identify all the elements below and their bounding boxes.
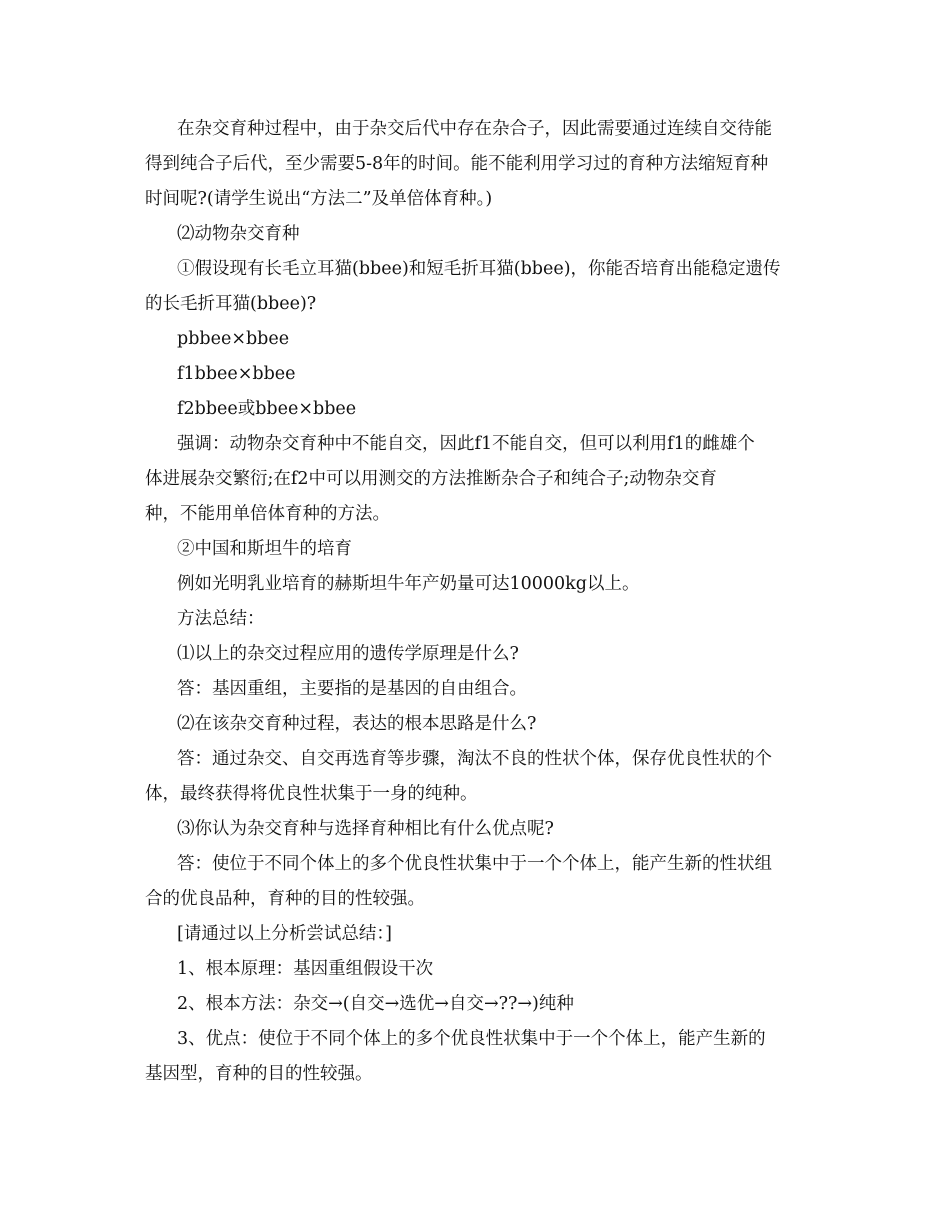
answer-line: 答：基因重组，主要指的是基因的自由组合。: [177, 679, 527, 699]
question-line: ⑴以上的杂交过程应用的遗传学原理是什么?: [177, 644, 519, 664]
section-heading: ⑵动物杂交育种: [177, 224, 300, 244]
cross-formula: f1bbee×bbee: [177, 364, 296, 384]
summary-heading: [请通过以上分析尝试总结：]: [177, 924, 392, 944]
paragraph-line: ①假设现有长毛立耳猫(bbee)和短毛折耳猫(bbee)，你能否培育出能稳定遗传: [177, 259, 781, 279]
cross-formula: f2bbee或bbee×bbee: [177, 399, 357, 419]
answer-line: 合的优良品种，育种的目的性较强。: [145, 889, 425, 909]
cross-formula: pbbee×bbee: [177, 329, 290, 349]
question-line: ⑶你认为杂交育种与选择育种相比有什么优点呢?: [177, 819, 554, 839]
summary-item: 基因型，育种的目的性较强。: [145, 1064, 373, 1084]
answer-line: 答：通过杂交、自交再选育等步骤，淘汰不良的性状个体，保存优良性状的个: [177, 749, 772, 769]
paragraph-line: 体进展杂交繁衍;在f2中可以用测交的方法推断杂合子和纯合子;动物杂交育: [145, 469, 717, 489]
document-body: [145, 112, 810, 1092]
paragraph-line: 在杂交育种过程中，由于杂交后代中存在杂合子，因此需要通过连续自交待能: [177, 119, 772, 139]
paragraph-line: 强调：动物杂交育种中不能自交，因此f1不能自交，但可以利用f1的雌雄个: [177, 434, 755, 454]
paragraph-line: 种，不能用单倍体育种的方法。: [145, 504, 390, 524]
answer-line: 体，最终获得将优良性状集于一身的纯种。: [145, 784, 478, 804]
section-heading: ②中国和斯坦牛的培育: [177, 539, 352, 559]
paragraph-line: 时间呢?(请学生说出“方法二”及单倍体育种。): [145, 189, 493, 209]
summary-item: 3、优点：使位于不同个体上的多个优良性状集中于一个个体上，能产生新的: [177, 1029, 766, 1049]
summary-item: 1、根本原理：基因重组假设干次: [177, 959, 434, 979]
section-heading: 方法总结：: [177, 609, 265, 629]
paragraph-line: 得到纯合子后代，至少需要5-8年的时间。能不能利用学习过的育种方法缩短育种: [145, 154, 769, 174]
paragraph-line: 例如光明乳业培育的赫斯坦牛年产奶量可达10000kg以上。: [177, 574, 640, 594]
answer-line: 答：使位于不同个体上的多个优良性状集中于一个个体上，能产生新的性状组: [177, 854, 772, 874]
paragraph-line: 的长毛折耳猫(bbee)?: [145, 294, 317, 314]
question-line: ⑵在该杂交育种过程，表达的根本思路是什么?: [177, 714, 537, 734]
summary-item: 2、根本方法：杂交→(自交→选优→自交→??→)纯种: [177, 994, 574, 1014]
